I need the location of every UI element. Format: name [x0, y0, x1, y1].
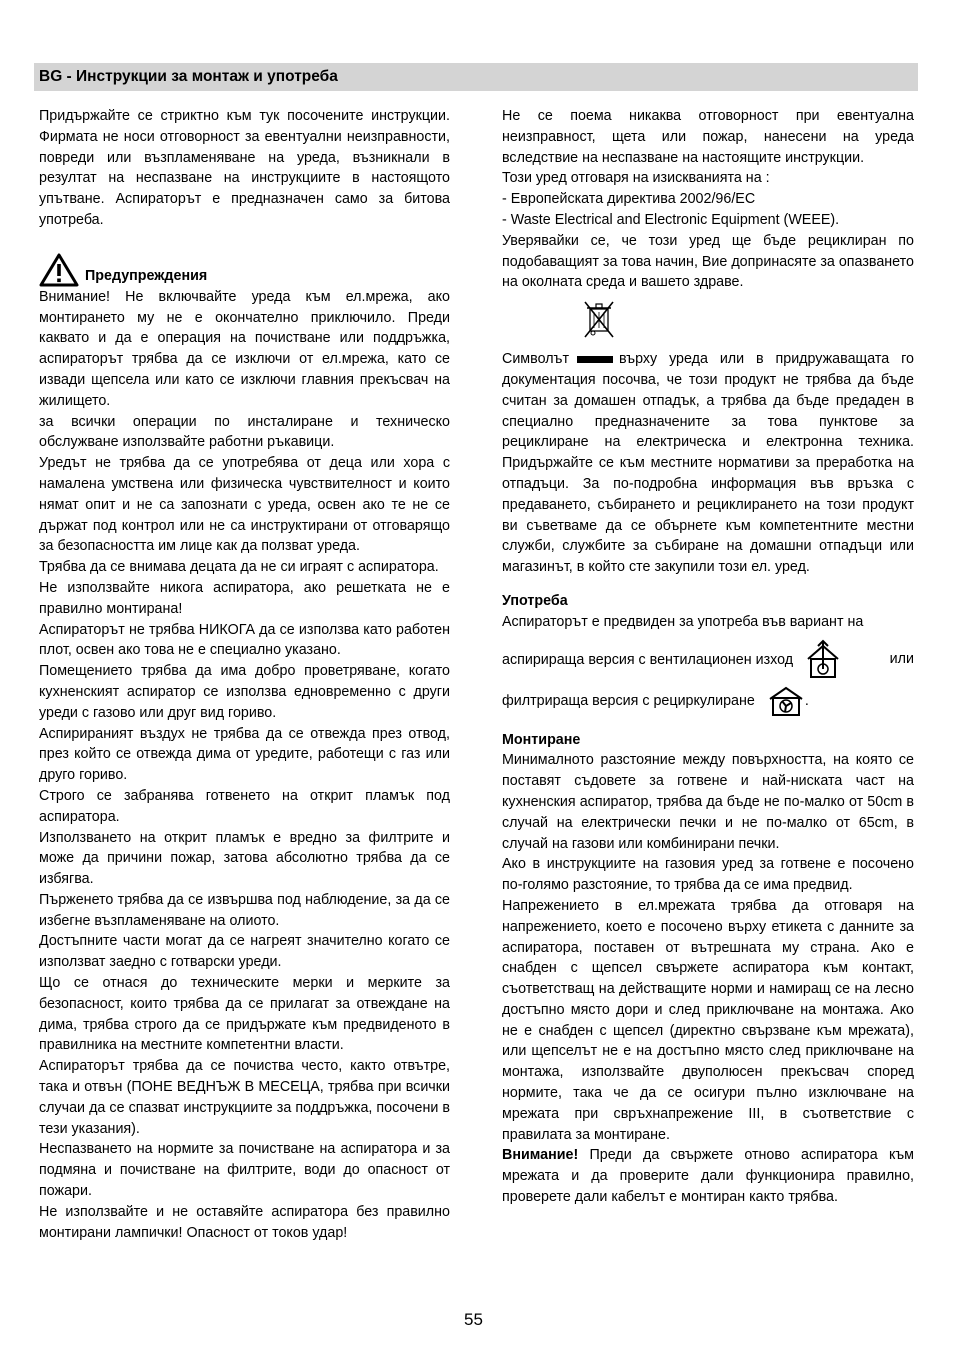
- warning-paragraph: Помещението трябва да има добро проветряване, когато кухненският аспиратор се използва едновременно с други уреди с газово или друг вид гориво.: [39, 663, 450, 721]
- warnings-heading: Предупреждения: [85, 267, 208, 284]
- warnings-heading-row: [39, 251, 450, 287]
- warning-paragraph: Аспираторът не трябва НИКОГА да се използва като работен плот, освен ако това не е специално указано.: [39, 621, 450, 659]
- mounting-paragraph: Напрежението в ел.мрежата трябва да отговаря на напрежението, което е посочено върху етикета с данните за аспиратора, поставен от вътрешната му страна. Ако е снабден с щепсел свържете аспиратора към контакт, съответстващ на действащите норми и намиращ се на лесно достъпно място дори и след приключване на монтажа. Ако не е снабден с щепсел (директно свързване към мрежата), или щепселът не е на достъпно място след приключване на монтажа, използвайте двуполюсен прекъсвач според нормите, така че да се осигури пълно изключване на мрежата при свръхнапрежение III, в съответствие с правилата за монтиране.: [502, 897, 914, 1143]
- warning-triangle-icon: [39, 253, 79, 287]
- usage-heading: Употреба: [502, 592, 568, 609]
- crossed-out-bin-icon: [582, 299, 616, 345]
- mounting-paragraph: Минималното разстояние между повърхността, на която се поставят съдовете за готвене и най-ниската част на кухненския аспиратор, трябва да бъде не по-малко от 50cm в случай на електрически печки и не по-малко от 65cm, в случай на газови или комбинирани печки.: [502, 752, 914, 852]
- page-number: 55: [464, 1310, 483, 1329]
- warning-paragraph: Строго се забранява готвенето на открит пламък под аспиратора.: [39, 787, 450, 825]
- warning-paragraph: Що се отнася до техническите мерки и мерките за безопасност, които трябва да се прилагат за отвеждане на дима, трябва строго да се придържате към предвиденото в правилника на местните компетентни власти.: [39, 975, 450, 1054]
- warning-paragraph: Уредът не трябва да се употребява от деца или хора с намалена умствена или физическа чувствителност и които нямат опит и не са запознати с уреда, освен ако те не се държат под контрол или не са инструктирани от отговарящо за безопасността им лице как да ползват уреда.: [39, 455, 450, 555]
- directive-line: - Европейската директива 2002/96/ЕС: [502, 191, 756, 208]
- warning-paragraph: Не използвайте никога аспиратора, ако решетката не е правилно монтирана!: [39, 579, 450, 617]
- warning-paragraph: Неспазването на нормите за почистване на аспиратора и за подмяна и почистване на филтрите, води до опасност от пожари.: [39, 1141, 450, 1200]
- usage-period: .: [804, 692, 809, 709]
- warning-paragraph: Не използвайте и не оставяйте аспиратора без правилно монтирани лампички! Опасност от токов удар!: [39, 1203, 450, 1241]
- left-column: [39, 106, 450, 1243]
- right-column: [502, 106, 914, 1208]
- black-bar-icon: [577, 356, 613, 363]
- recycling-paragraph: Уверявайки се, че този уред ще бъде рециклиран по подобаващият за това начин, Вие допринасяте за опазването на околната среда и вашето здраве.: [502, 232, 914, 291]
- weee-line: - Waste Electrical and Electronic Equipment (WEEE).: [502, 211, 840, 228]
- usage-extraction-line: [502, 639, 914, 681]
- page-title: BG - Инструкции за монтаж и употреба: [39, 68, 338, 85]
- warning-paragraph: Достъпните части могат да се нагреят значително когато се използват заедно с готварски уреди.: [39, 933, 450, 971]
- section-header: [34, 63, 918, 91]
- warning-paragraph: Внимание! Не включвайте уреда към ел.мрежа, ако монтирането му не е окончателно приключило. Преди каквато и да е операция на почистване или поддръжка, аспираторът трябва да се изключи от ел.мрежа, като се извади щепсела или като се изключи главния прекъсвач на жилището.: [39, 288, 450, 409]
- mounting-heading: Монтиране: [502, 731, 581, 748]
- symbol-prefix: Символът: [502, 351, 570, 368]
- warning-paragraph: за всички операции по инсталиране и техническо обслужване използвайте работни ръкавици.: [39, 413, 450, 451]
- usage-line: Аспираторът е предвиден за употреба във вариант на: [502, 613, 864, 630]
- usage-recirculation-text: филтрираща версия с рециркулиране: [502, 692, 755, 709]
- compliance-line: Този уред отговаря на изискванията на :: [502, 170, 770, 187]
- warning-paragraph: Трябва да се внимава децата да не си играят с аспиратора.: [39, 559, 439, 576]
- warning-paragraph: Аспираторът трябва да се почиства често, както отвътре, така и отвън (ПОНЕ ВЕДНЪЖ В МЕСЕЦА, трябва при всички случаи да се спазват инструкциите за поддръжка, посочени в тези указания).: [39, 1058, 450, 1137]
- symbol-text: върху уреда или в придружаващата го документация посочва, че този продукт не трябва да бъде считан за домашен отпадък, а трябва да бъде предаден в специално предназначените за това пунктове за рециклиране на електрическа и електронна техника. Придържайте се към местните нормативи за преработка на отпадъци. За по-подробна информация във връзка с предаването, събирането и рециклирането на този продукт ви съветваме да се обърнете към компетентните местни служби, службите за събиране на домашни отпадъци или магазинът, в който сте закупили този ел. уред.: [502, 351, 914, 576]
- mounting-paragraph: Ако в инструкциите на газовия уред за готвене е посочено по-голямо разстояние, то трябва да се има предвид.: [502, 856, 914, 894]
- house-extraction-icon: [805, 639, 841, 681]
- fan-recirculation-icon: [767, 685, 805, 717]
- usage-recirculation-line: [502, 685, 914, 717]
- attention-paragraph: [502, 1145, 914, 1207]
- intro-paragraph: Придържайте се стриктно към тук посочените инструкции. Фирмата не носи отговорност за евентуални неизправности, повреди или възпламеняване на уреда, възникнали в резултат на неспазване на инструкциите в настоящото упътване. Аспираторът е предназначен само за битова употреба.: [39, 108, 450, 228]
- warning-paragraph: Използването на открит пламък е вредно за филтрите и може да причини пожар, затова абсолютно трябва да се избягва.: [39, 829, 450, 888]
- warning-paragraph: Аспирираният въздух не трябва да се отвежда през отвод, през който се отвежда дима от уредите, работещи с газ или друго гориво.: [39, 725, 450, 784]
- attention-text: Преди да свържете отново аспиратора към мрежата и да проверите дали функционира правилно, проверете дали кабелът е монтиран както трябва.: [502, 1147, 914, 1206]
- symbol-paragraph: [502, 349, 914, 578]
- usage-or: или: [889, 650, 914, 667]
- usage-extraction-text: аспирираща версия с вентилационен изход: [502, 651, 794, 668]
- attention-label: Внимание!: [502, 1147, 579, 1164]
- warning-paragraph: Пърженето трябва да се извършва под наблюдение, за да се избегне възпламеняване на олиото.: [39, 891, 450, 929]
- liability-paragraph: Не се поема никаква отговорност при евентуална неизправност, щета или пожар, нанесени на уреда вследствие на неспазване на настоящите инструкции.: [502, 108, 914, 166]
